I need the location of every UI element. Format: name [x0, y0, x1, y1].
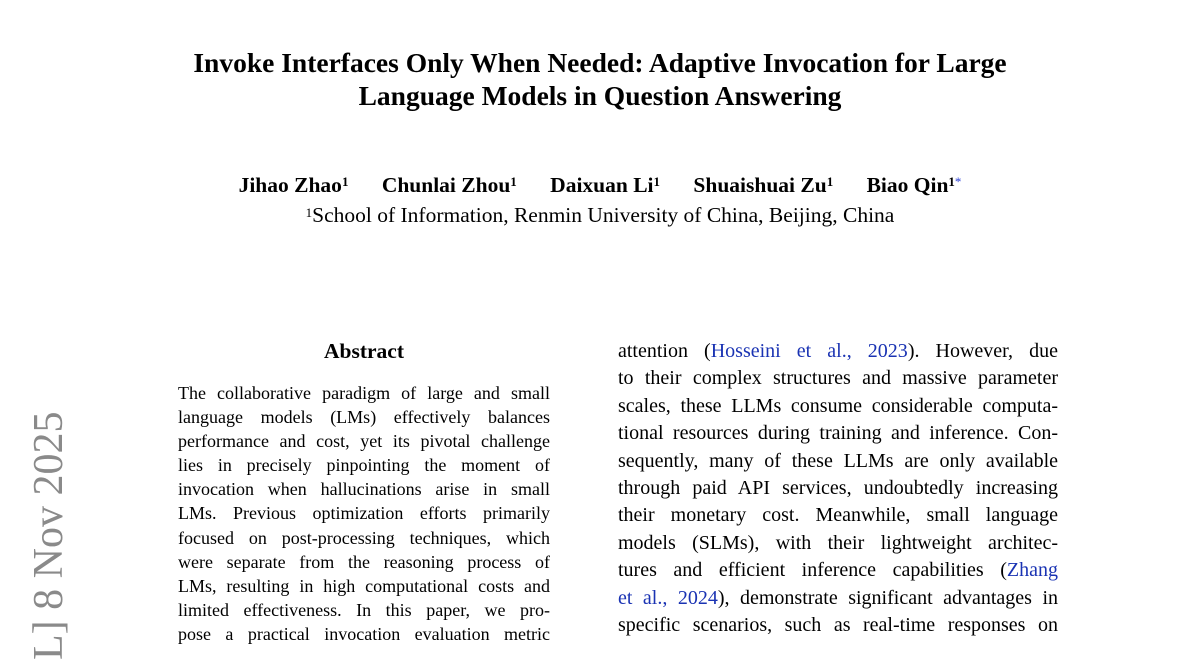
citation-link[interactable]: Zhang: [1006, 559, 1058, 582]
body-line: scales, these LLMs consume considerable computa-: [618, 394, 1058, 417]
abstract-line: LMs, resulting in high computational costs and: [178, 575, 550, 596]
abstract-line: performance and cost, yet its pivotal challenge: [178, 431, 550, 452]
affiliation-marker: 1: [305, 205, 313, 220]
body-line: specific scenarios, such as real-time responses on: [618, 613, 1058, 636]
affiliation: [100, 201, 1100, 229]
affiliation-marker: 1: [653, 174, 661, 189]
affiliation-marker: 1: [510, 174, 517, 189]
body-line: sequently, many of these LLMs are only available: [618, 449, 1058, 472]
abstract-line: were separate from the reasoning process of: [178, 551, 550, 572]
affiliation-marker: 1: [341, 174, 349, 189]
body-line: tures and efficient inference capabilities (Zhang: [618, 559, 1058, 582]
author-name: Shuaishuai Zu: [693, 173, 827, 197]
author-5: [867, 170, 962, 200]
author-list: [100, 170, 1100, 200]
citation-link[interactable]: et al., 2024: [618, 586, 718, 609]
paper-title: [100, 46, 1100, 112]
abstract-heading: Abstract: [323, 339, 404, 363]
abstract-line: limited effectiveness. In this paper, we pro-: [178, 599, 550, 620]
body-line: through paid API services, undoubtedly increasing: [618, 476, 1058, 499]
body-line: to their complex structures and massive parameter: [618, 367, 1058, 390]
arxiv-stamp: L] 8 Nov 2025: [26, 411, 72, 660]
corresponding-author-link[interactable]: *: [954, 174, 962, 189]
affiliation-marker: 1*: [948, 174, 962, 189]
author-name: Jihao Zhao: [238, 173, 342, 197]
title-line-2: Language Models in Question Answering: [358, 80, 842, 111]
abstract-line: invocation when hallucinations arise in small: [178, 479, 550, 500]
body-line: attention (Hosseini et al., 2023). However, due: [618, 340, 1058, 362]
abstract-line: The collaborative paradigm of large and small: [178, 383, 550, 403]
author-3: [550, 170, 660, 200]
abstract-body: [178, 381, 550, 646]
author-name: Chunlai Zhou: [381, 173, 511, 197]
body-line: tional resources during training and inference. Con-: [618, 422, 1058, 445]
author-name: Biao Qin: [866, 173, 949, 197]
author-2: [382, 170, 517, 200]
author-1: [239, 170, 349, 200]
body-line: models (SLMs), with their lightweight architec-: [618, 531, 1058, 554]
affiliation-text: School of Information, Renmin University of China, Beijing, China: [312, 203, 895, 227]
author-4: [693, 170, 833, 200]
abstract-line: LMs. Previous optimization efforts primarily: [178, 503, 550, 524]
citation-link[interactable]: Hosseini et al., 2023: [710, 340, 908, 362]
affiliation-marker: 1: [826, 174, 834, 189]
body-line: their monetary cost. Meanwhile, small language: [618, 504, 1058, 527]
abstract-line: focused on post-processing techniques, which: [178, 527, 550, 548]
abstract-line: lies in precisely pinpointing the moment of: [178, 455, 550, 476]
intro-column: [618, 338, 1058, 639]
title-line-1: Invoke Interfaces Only When Needed: Adaptive Invocation for Large: [193, 47, 1007, 78]
abstract-line: pose a practical invocation evaluation metric: [178, 623, 550, 644]
author-name: Daixuan Li: [550, 173, 654, 197]
abstract-line: language models (LMs) effectively balances: [178, 407, 550, 428]
body-line: et al., 2024), demonstrate significant advantages in: [618, 586, 1059, 609]
